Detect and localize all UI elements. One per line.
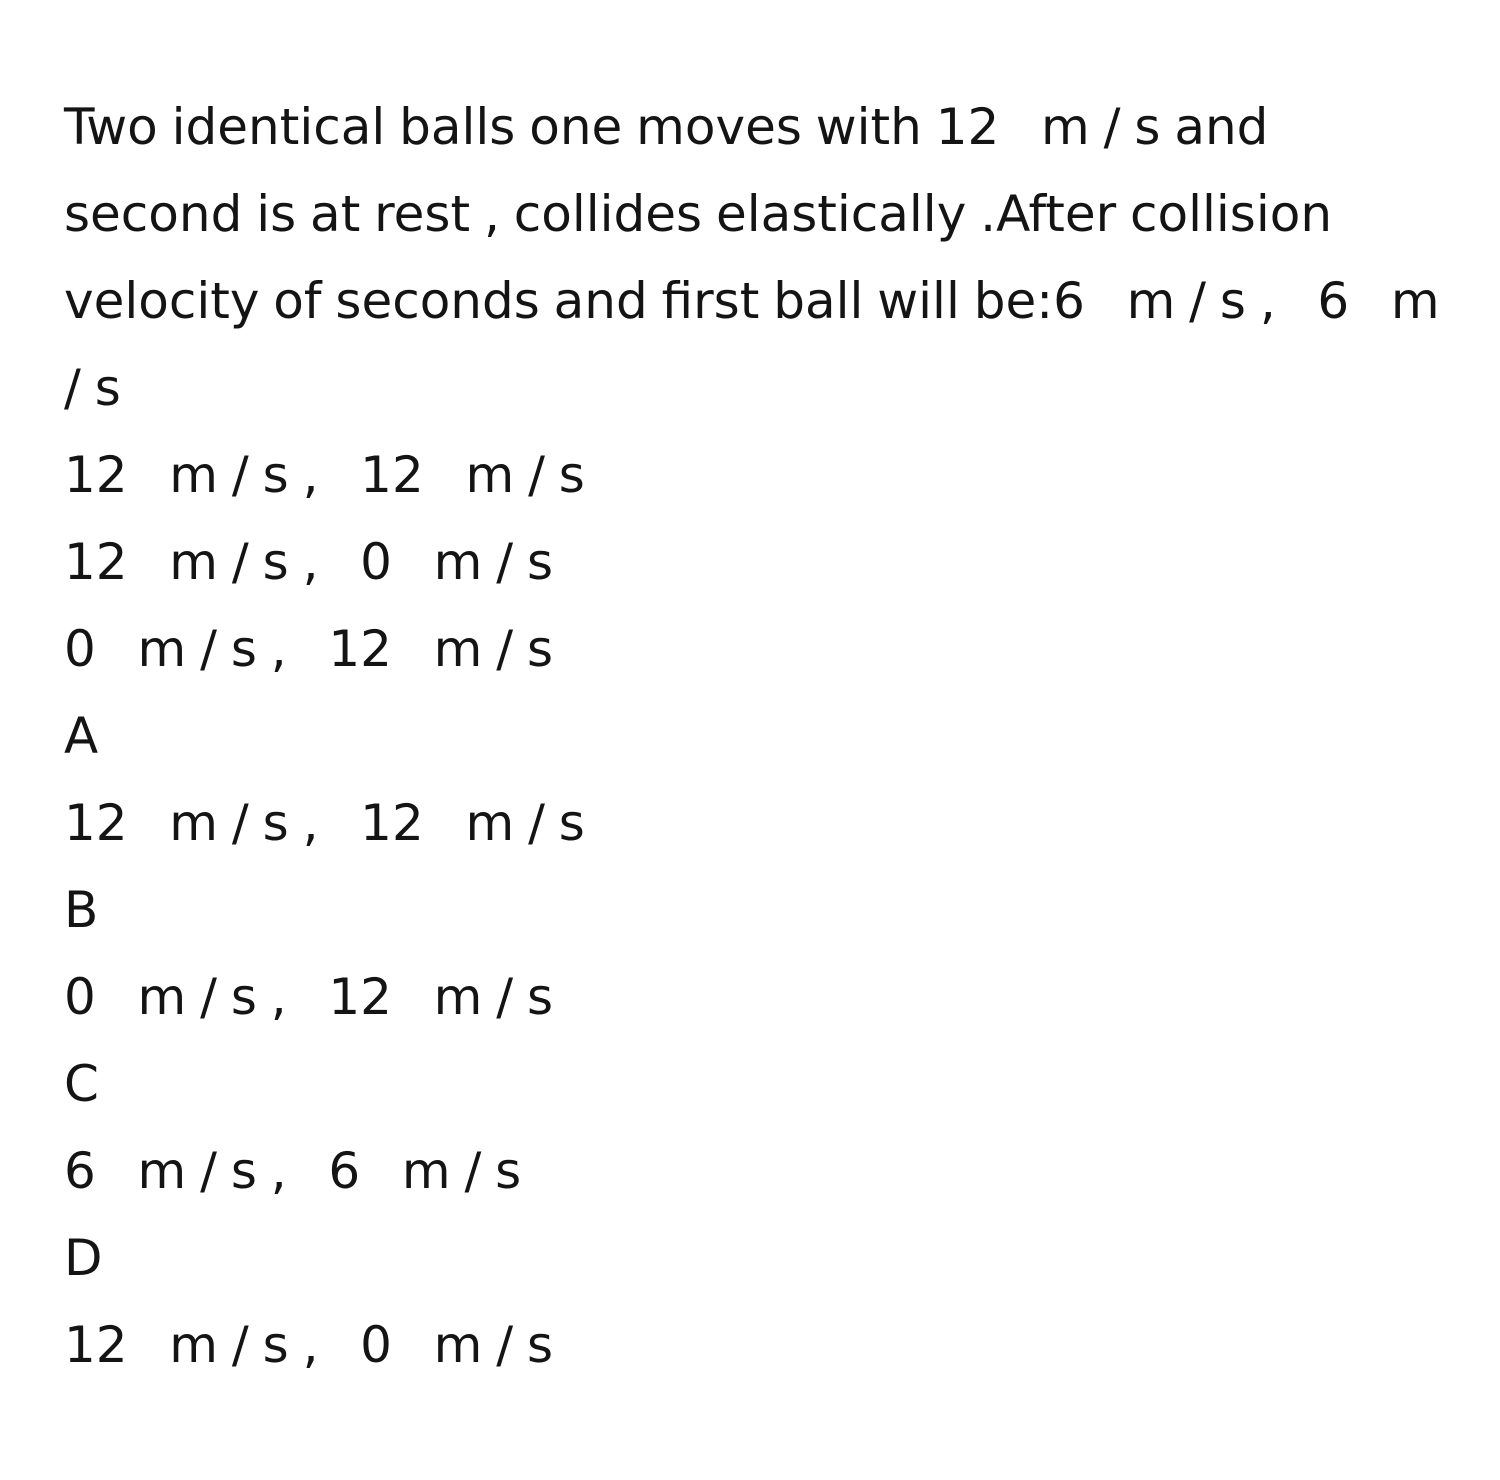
document — [64, 84, 1454, 1389]
option-c-text[interactable]: 6 m / s , 6 m / s — [64, 1142, 522, 1200]
option-a-letter[interactable]: A — [64, 707, 99, 765]
option-b-text[interactable]: 0 m / s , 12 m / s — [64, 968, 554, 1026]
inline-option-3: 0 m / s , 12 m / s — [64, 620, 554, 678]
option-b-letter[interactable]: B — [64, 881, 99, 939]
question-text: Two identical balls one moves with 12 m / s and second is at rest , collides elastically .After collision velocity of seconds and first ball will be:6 m / s , 6 m / s — [64, 98, 1454, 417]
option-c-letter[interactable]: C — [64, 1055, 99, 1113]
option-d-text[interactable]: 12 m / s , 0 m / s — [64, 1316, 554, 1374]
inline-option-1: 12 m / s , 12 m / s — [64, 446, 585, 504]
inline-option-2: 12 m / s , 0 m / s — [64, 533, 554, 591]
option-d-letter[interactable]: D — [64, 1229, 103, 1287]
option-a-text[interactable]: 12 m / s , 12 m / s — [64, 794, 585, 852]
